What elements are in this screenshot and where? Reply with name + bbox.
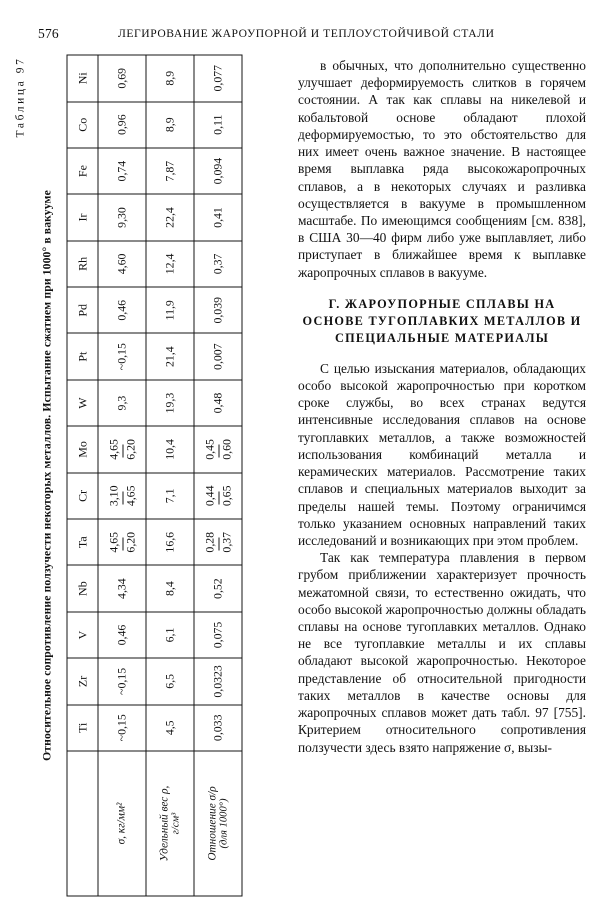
- column-header-pt: Pt: [67, 333, 98, 379]
- cell-r1-co: 8,9: [146, 101, 194, 147]
- cell-r2-pd: 0,039: [194, 287, 242, 333]
- paragraph-3: Так как температура плавления в первом грубом приближении характеризует прочность межатомной связи, то естественно ожидать, что особо высокой жаропрочностью должны обладать сплавы на основе тугоплавких металлов. Однако не все тугоплавкие металлы и их сплавы обладают высокой жаропрочностью. Некоторое представление об относительной пригодности таких металлов в качестве основы для жаропрочных сплавов может дать табл. 97 [755]. Критерием относительного сопротивления ползучести здесь взято напряжение σ, вызы-: [298, 550, 586, 755]
- cell-r1-mo: 10,4: [146, 426, 194, 472]
- cell-r1-ni: 8,9: [146, 55, 194, 102]
- body-text-column: [298, 57, 586, 756]
- column-header-ir: Ir: [67, 194, 98, 240]
- cell-r2-co: 0,11: [194, 101, 242, 147]
- cell-r2-ni: 0,077: [194, 55, 242, 102]
- cell-r1-ta: 16,6: [146, 519, 194, 565]
- cell-r2-mo: 0,45 0,60: [194, 426, 242, 472]
- table-header-row: [67, 55, 98, 896]
- cell-r0-mo: 4,65 6,20: [98, 426, 146, 472]
- cell-r0-zr: ~0,15: [98, 658, 146, 704]
- cell-r0-nb: 4,34: [98, 565, 146, 611]
- cell-r1-ti: 4,5: [146, 704, 194, 750]
- rotated-table-canvas: [14, 54, 289, 896]
- table-number: Таблица 97: [14, 56, 26, 137]
- table-caption-block: [14, 54, 68, 896]
- page-header: [0, 26, 600, 46]
- cell-r2-zr: 0,0323: [194, 658, 242, 704]
- column-header-ti: Ti: [67, 704, 98, 750]
- table-row: [194, 55, 242, 896]
- cell-r2-ta: 0,28 0,37: [194, 519, 242, 565]
- running-head: ЛЕГИРОВАНИЕ ЖАРОУПОРНОЙ И ТЕПЛОУСТОЙЧИВОЙ СТАЛИ: [118, 27, 495, 40]
- cell-r0-ti: ~0,15: [98, 704, 146, 750]
- column-header-mo: Mo: [67, 426, 98, 472]
- section-heading: Г. ЖАРОУПОРНЫЕ СПЛАВЫ НА ОСНОВЕ ТУГОПЛАВКИХ МЕТАЛЛОВ И СПЕЦИАЛЬНЫЕ МАТЕРИАЛЫ: [302, 296, 582, 345]
- table-caption: Относительное сопротивление ползучести некоторых металлов. Испытание сжатием при 1000° в вакууме: [40, 189, 53, 761]
- cell-r1-w: 19,3: [146, 379, 194, 425]
- cell-r0-pt: ~0,15: [98, 333, 146, 379]
- cell-r1-fe: 7,87: [146, 147, 194, 193]
- column-header-co: Co: [67, 101, 98, 147]
- cell-r0-cr: 3,10 4,65: [98, 472, 146, 518]
- cell-r1-nb: 8,4: [146, 565, 194, 611]
- cell-r2-w: 0,48: [194, 379, 242, 425]
- paragraph-1: в обычных, что дополнительно существенно улучшает деформируемость слитков в горячем состоянии. А так как сплавы на никелевой и кобальтовой основе обладают плохой деформируемостью, то это обстоятельство для них имеет очень важное значение. В настоящее время выплавка ряда высокожаропрочных сплавов, а в некоторых случаях и разливка осуществляется в вакууме в промышленном масштабе. По имеющимся сообщениям [см. 838], в США 30—40 фирм либо уже выплавляет, либо приступает в ближайшее время к выплавке жаропрочных сплавов в вакууме.: [298, 58, 586, 280]
- cell-r2-ti: 0,033: [194, 704, 242, 750]
- column-header-w: W: [67, 379, 98, 425]
- cell-r0-co: 0,96: [98, 101, 146, 147]
- cell-r0-ir: 9,30: [98, 194, 146, 240]
- page-number: 576: [38, 26, 59, 41]
- cell-r2-cr: 0,44 0,65: [194, 472, 242, 518]
- paragraph-2: С целью изыскания материалов, обладающих особо высокой жаропрочностью при коротком сроке службы, во всех странах ведутся интенсивные исследования сплавов на основе тугоплавких металлов, а также возможностей использования комбинаций металла и керамических материалов. Рассмотрение таких сплавов и специальных материалов выходит за пределы нашей темы. Поэтому ограничимся только указанием основных направлений таких исследований и возникающих при этом проблем.: [298, 360, 586, 548]
- cell-r2-nb: 0,52: [194, 565, 242, 611]
- table-block: [14, 54, 289, 896]
- creep-resistance-table: [66, 54, 242, 896]
- row-header-1: Удельный вес ρ, г/см³: [146, 750, 194, 895]
- column-header-ta: Ta: [67, 519, 98, 565]
- column-header-fe: Fe: [67, 147, 98, 193]
- cell-r2-ir: 0,41: [194, 194, 242, 240]
- cell-r1-pt: 21,4: [146, 333, 194, 379]
- cell-r1-cr: 7,1: [146, 472, 194, 518]
- table-row: [146, 55, 194, 896]
- table-row: [98, 55, 146, 896]
- row-header-0: σ, кг/мм²: [98, 750, 146, 895]
- row-header-2: Отношение σ/ρ (для 1000°): [194, 750, 242, 895]
- column-header-v: V: [67, 611, 98, 657]
- table-corner-cell: [67, 750, 98, 895]
- cell-r1-v: 6,1: [146, 611, 194, 657]
- cell-r2-v: 0,075: [194, 611, 242, 657]
- cell-r1-rh: 12,4: [146, 240, 194, 286]
- column-header-pd: Pd: [67, 287, 98, 333]
- cell-r0-ta: 4,65 6,20: [98, 519, 146, 565]
- cell-r0-rh: 4,60: [98, 240, 146, 286]
- column-header-nb: Nb: [67, 565, 98, 611]
- column-header-ni: Ni: [67, 55, 98, 102]
- cell-r1-pd: 11,9: [146, 287, 194, 333]
- cell-r0-fe: 0,74: [98, 147, 146, 193]
- column-header-rh: Rh: [67, 240, 98, 286]
- column-header-zr: Zr: [67, 658, 98, 704]
- cell-r1-ir: 22,4: [146, 194, 194, 240]
- cell-r2-fe: 0,094: [194, 147, 242, 193]
- cell-r2-pt: 0,007: [194, 333, 242, 379]
- cell-r0-v: 0,46: [98, 611, 146, 657]
- cell-r0-ni: 0,69: [98, 55, 146, 102]
- cell-r0-pd: 0,46: [98, 287, 146, 333]
- cell-r2-rh: 0,37: [194, 240, 242, 286]
- cell-r0-w: 9,3: [98, 379, 146, 425]
- column-header-cr: Cr: [67, 472, 98, 518]
- cell-r1-zr: 6,5: [146, 658, 194, 704]
